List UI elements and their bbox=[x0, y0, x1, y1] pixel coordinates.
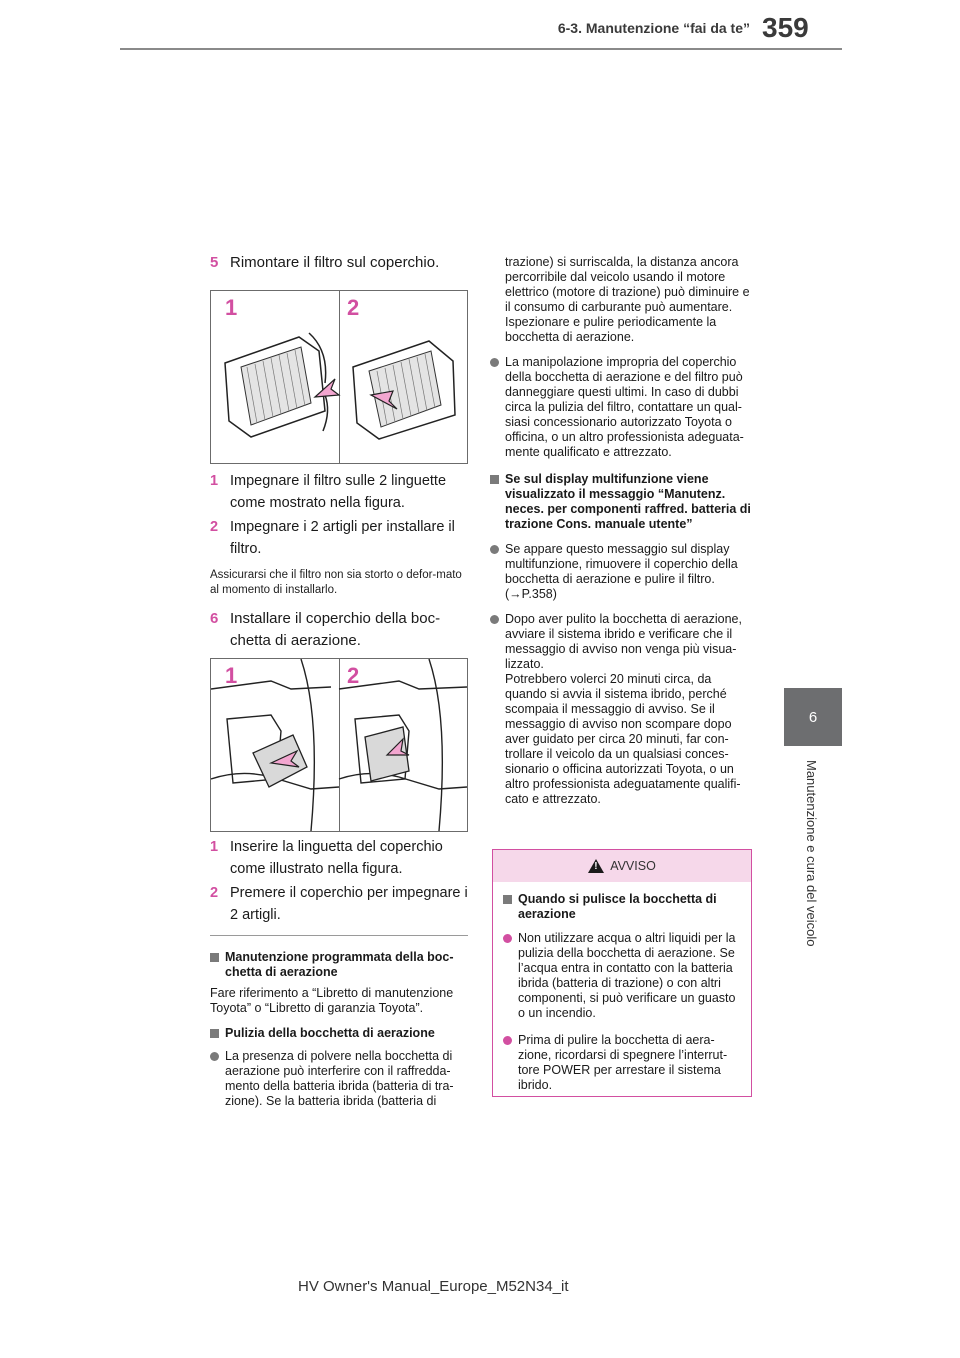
cleaning-heading: Pulizia della bocchetta di aerazione bbox=[210, 1026, 468, 1041]
warning-box bbox=[492, 849, 752, 1097]
chapter-label-text: Manutenzione e cura del veicolo bbox=[804, 760, 819, 947]
maintenance-section bbox=[210, 950, 468, 1109]
filter-illustration bbox=[211, 291, 467, 463]
cover-illustration bbox=[211, 659, 467, 831]
step-5-substeps bbox=[210, 468, 468, 652]
message-heading: Se sul display multifunzione viene visualizzato il messaggio “Manutenz. neces. per componenti raffred. batteria di trazione Cons. manuale utente” bbox=[490, 472, 752, 532]
figure-label-2: 2 bbox=[347, 295, 360, 320]
continued-text: trazione) si surriscalda, la distanza ancora percorribile dal veicolo usando il motore elettrico (motore di trazione) può diminuire e il consumo di carburante può aumentare. Ispezionare e pulire periodicamente la bocchetta di aerazione. bbox=[505, 255, 750, 344]
maintenance-heading: Manutenzione programmata della boc-chetta di aerazione bbox=[210, 950, 468, 980]
chapter-label bbox=[799, 760, 823, 1000]
header-rule bbox=[120, 48, 842, 50]
substep: 1 Impegnare il filtro sulle 2 linguette come mostrato nella figura. bbox=[210, 473, 447, 511]
warning-bullet-2: Prima di pulire la bocchetta di aera-zione, ricordarsi di spegnere l’interrut-tore POWER per arrestare il sistema ibrido. bbox=[503, 1033, 739, 1093]
warning-heading: Quando si pulisce la bocchetta di aerazione bbox=[503, 892, 739, 922]
section-title: 6-3. Manutenzione “fai da te” bbox=[557, 20, 750, 36]
step-6-substeps bbox=[210, 834, 468, 926]
figure-cover-install bbox=[210, 658, 468, 832]
step-number: 5 bbox=[210, 254, 219, 271]
install-note: Assicurarsi che il filtro non sia storto o defor-mato al momento di installarlo. bbox=[210, 569, 462, 596]
step-6: 6 Installare il coperchio della boc-chetta di aerazione. bbox=[210, 610, 441, 649]
message-bullet-2: Dopo aver pulito la bocchetta di aerazione, avviare il sistema ibrido e verificare che il messaggio di avviso non venga più visua-lizzato. Potrebbero volerci 20 minuti circa, da quando si avvia il sistema ibrido, perché scompaia il messaggio di avviso. Se il messaggio di avviso non scompare dopo aver guidato per circa 20 minuti, far con-trollare il veicolo da un qualsiasi conces-sionario o officina autorizzati Toyota, o un altro professionista adeguatamente qualifi-cato e attrezzato. bbox=[490, 612, 752, 807]
left-column bbox=[210, 252, 468, 274]
warning-icon bbox=[588, 859, 604, 873]
page-number: 359 bbox=[762, 12, 809, 43]
chapter-tab: 6 bbox=[784, 688, 842, 746]
warning-bullet-1: Non utilizzare acqua o altri liquidi per la pulizia della bocchetta di aerazione. Se l’acqua entra in contatto con la batteria ibrida (batteria di trazione) o con altri componenti, si può verificare un guasto o un incendio. bbox=[503, 931, 739, 1021]
footer-text: HV Owner's Manual_Europe_M52N34_it bbox=[298, 1278, 569, 1295]
substep: 2 Impegnare i 2 artigli per installare il filtro. bbox=[210, 519, 455, 557]
maintenance-text: Fare riferimento a “Libretto di manutenzione Toyota” o “Libretto di garanzia Toyota”. bbox=[210, 986, 454, 1015]
figure-label-1: 1 bbox=[225, 295, 238, 320]
right-column bbox=[490, 255, 752, 807]
figure-label-1: 1 bbox=[225, 663, 238, 688]
step-text: Rimontare il filtro sul coperchio. bbox=[230, 254, 440, 271]
step-5 bbox=[210, 252, 468, 274]
section-divider bbox=[210, 935, 468, 936]
warning-header: ! AVVISO bbox=[493, 850, 751, 882]
message-bullet-1: Se appare questo messaggio sul display multifunzione, rimuovere il coperchio della bocchetta di aerazione e pulire il filtro. (→P.358) bbox=[490, 542, 752, 602]
figure-filter-install bbox=[210, 290, 468, 464]
cleaning-bullet: La presenza di polvere nella bocchetta di aerazione può interferire con il raffredda-mento della batteria ibrida (batteria di tra-zione). Se la batteria ibrida (batteria di bbox=[210, 1049, 468, 1109]
substep: 1 Inserire la linguetta del coperchio come illustrato nella figura. bbox=[210, 839, 443, 877]
substep: 2 Premere il coperchio per impegnare i 2 artigli. bbox=[210, 885, 468, 923]
figure-label-2: 2 bbox=[347, 663, 360, 688]
handling-bullet: La manipolazione impropria del coperchio della bocchetta di aerazione e del filtro può danneggiare questi ultimi. In caso di dubbi circa la pulizia del filtro, contattare un qual-siasi concessionario autorizzato Toyota o officina, o un altro professionista adeguata-mente qualificato e attrezzato. bbox=[490, 355, 752, 460]
